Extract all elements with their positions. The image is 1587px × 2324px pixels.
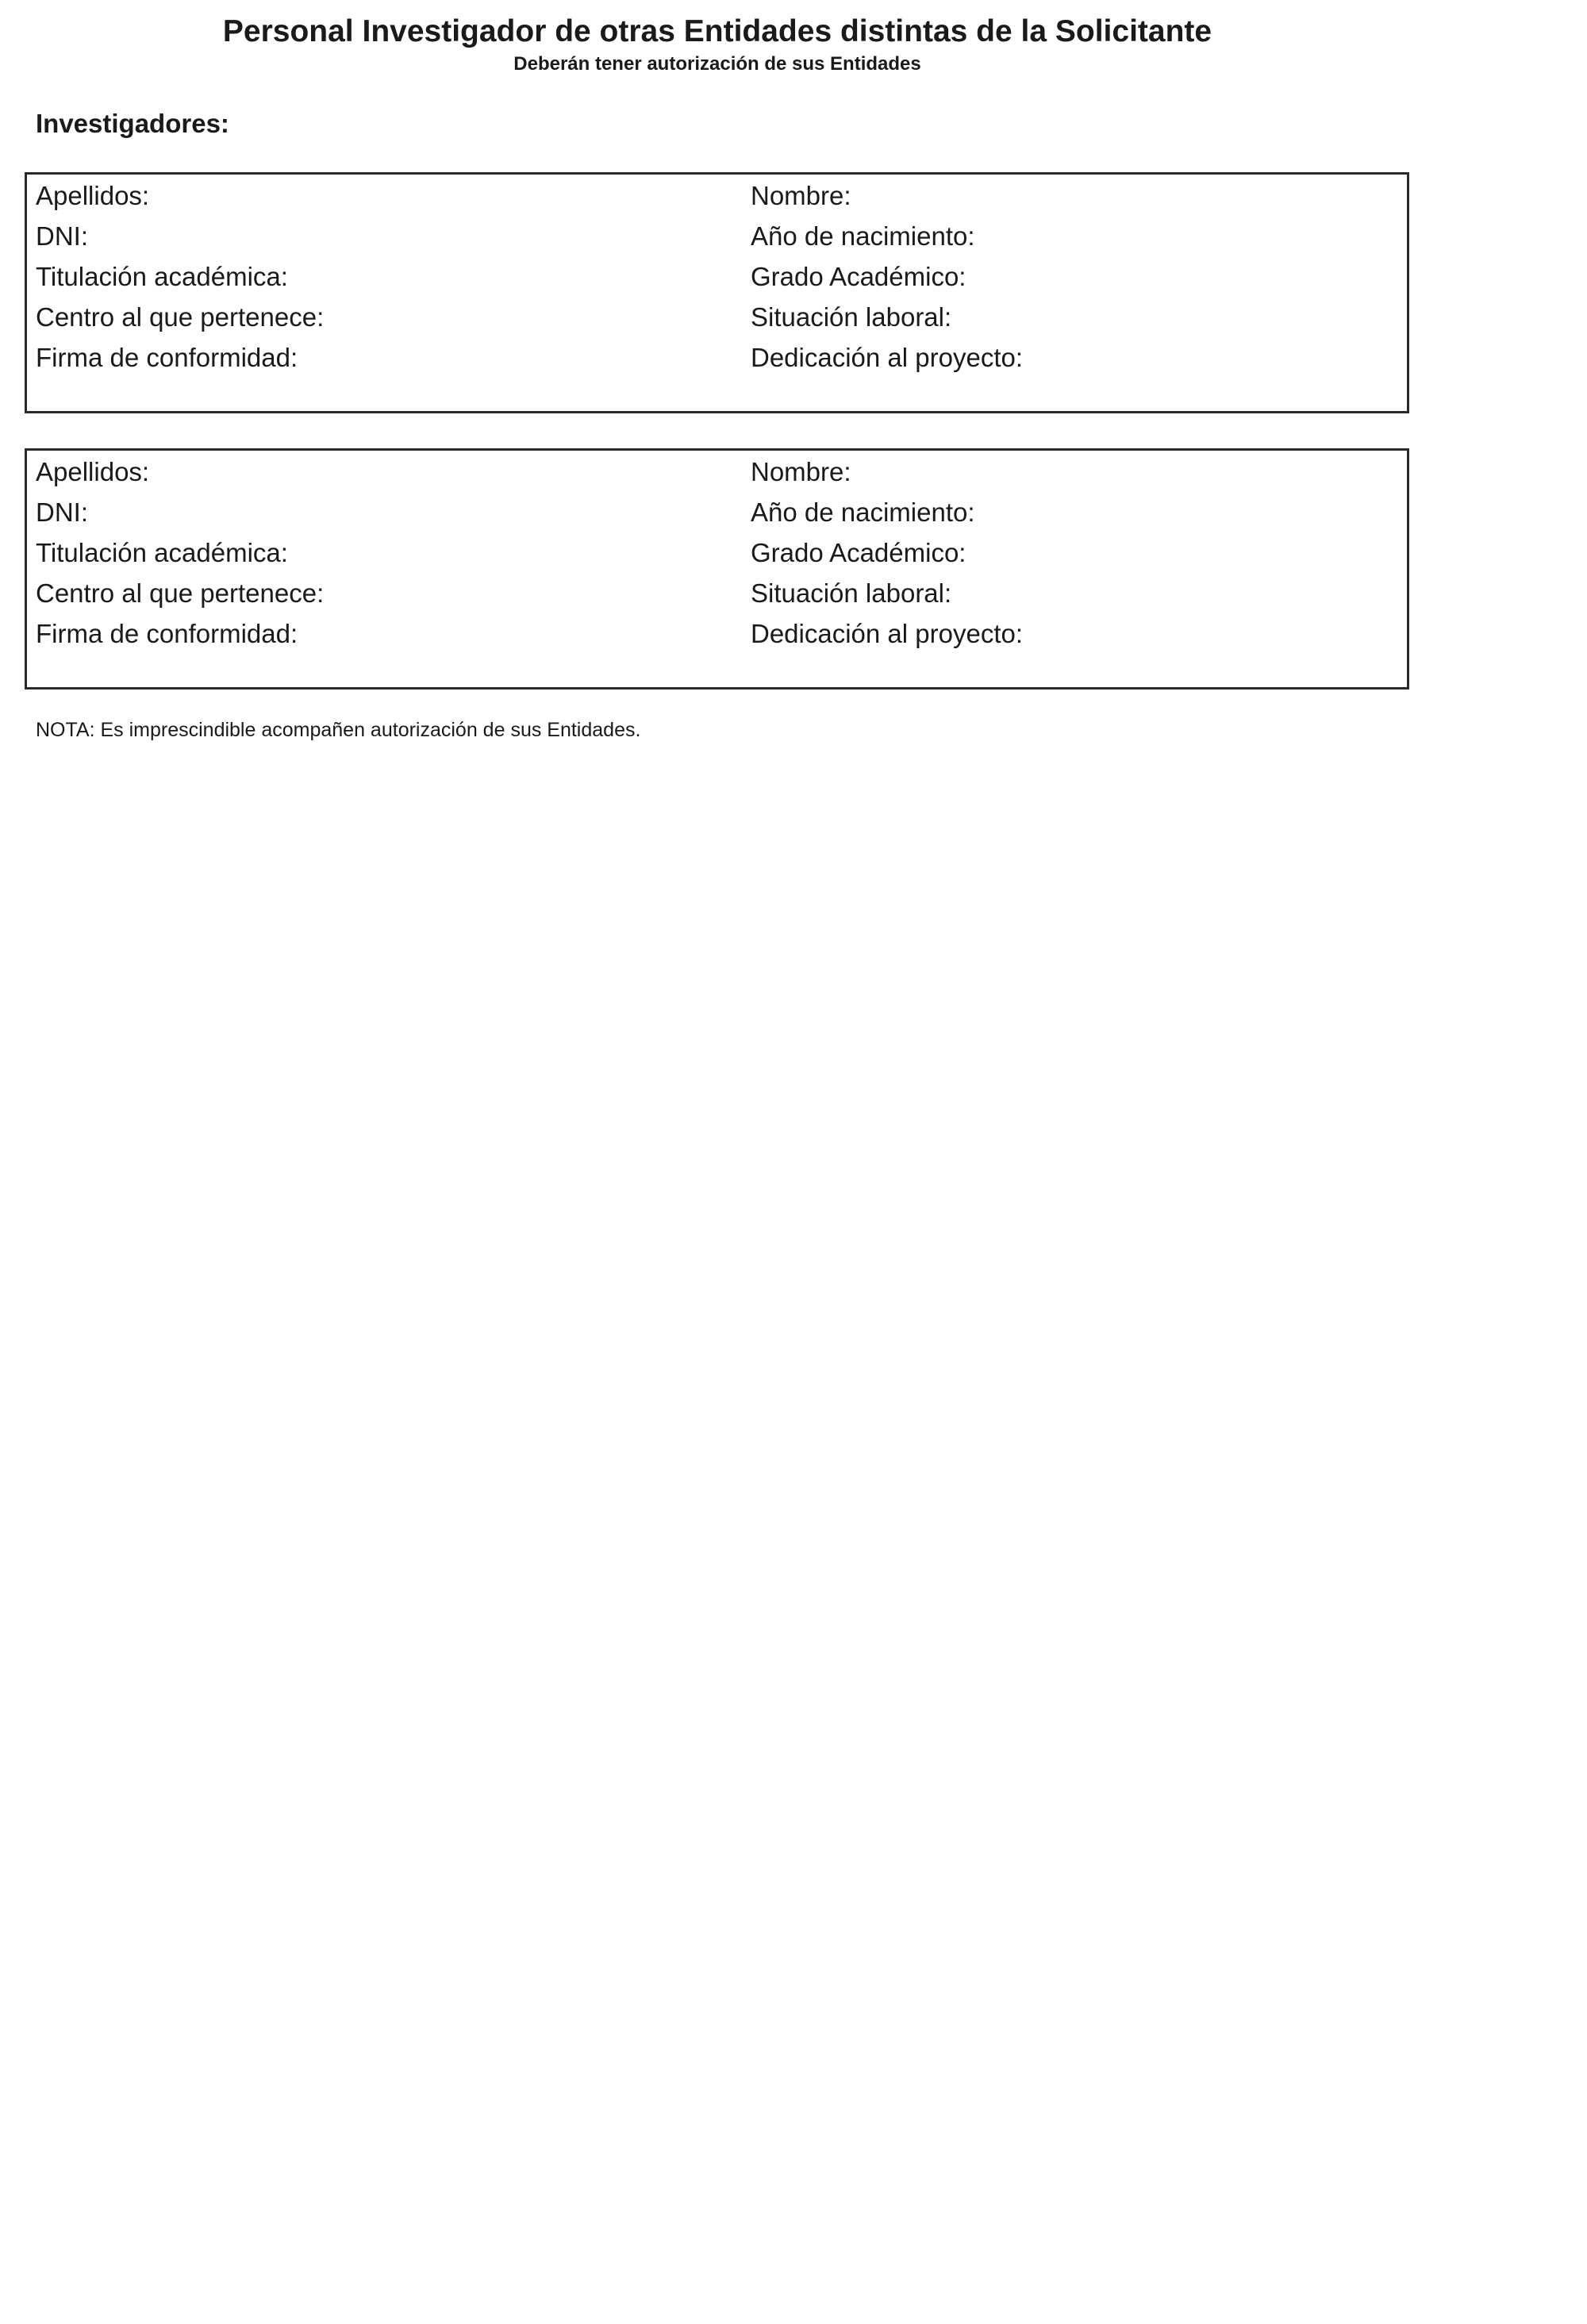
field-centro[interactable]: Centro al que pertenece: (36, 302, 325, 332)
field-titulacion-academica[interactable]: Titulación académica: (36, 538, 288, 567)
field-centro[interactable]: Centro al que pertenece: (36, 578, 325, 608)
field-situacion-laboral[interactable]: Situación laboral: (751, 302, 952, 332)
field-firma-conformidad[interactable]: Firma de conformidad: (36, 619, 298, 648)
field-grado-academico[interactable]: Grado Académico: (751, 262, 966, 291)
field-dni[interactable]: DNI: (36, 497, 88, 527)
page-subtitle: Deberán tener autorización de sus Entidades (513, 53, 921, 75)
investigator-card-1 (25, 172, 1409, 413)
field-apellidos[interactable]: Apellidos: (36, 457, 150, 486)
field-dedicacion-proyecto[interactable]: Dedicación al proyecto: (751, 619, 1024, 648)
field-nombre[interactable]: Nombre: (751, 457, 851, 486)
field-situacion-laboral[interactable]: Situación laboral: (751, 578, 952, 608)
field-ano-nacimiento[interactable]: Año de nacimiento: (751, 497, 975, 527)
field-dedicacion-proyecto[interactable]: Dedicación al proyecto: (751, 343, 1024, 372)
field-ano-nacimiento[interactable]: Año de nacimiento: (751, 221, 975, 251)
field-firma-conformidad[interactable]: Firma de conformidad: (36, 343, 298, 372)
section-heading-investigators: Investigadores: (36, 109, 229, 138)
field-apellidos[interactable]: Apellidos: (36, 181, 150, 210)
footnote: NOTA: Es imprescindible acompañen autorización de sus Entidades. (36, 719, 641, 741)
field-grado-academico[interactable]: Grado Académico: (751, 538, 966, 567)
field-nombre[interactable]: Nombre: (751, 181, 851, 210)
investigator-card-2 (25, 448, 1409, 690)
field-titulacion-academica[interactable]: Titulación académica: (36, 262, 288, 291)
field-dni[interactable]: DNI: (36, 221, 88, 251)
page-title: Personal Investigador de otras Entidades distintas de la Solicitante (222, 14, 1212, 48)
